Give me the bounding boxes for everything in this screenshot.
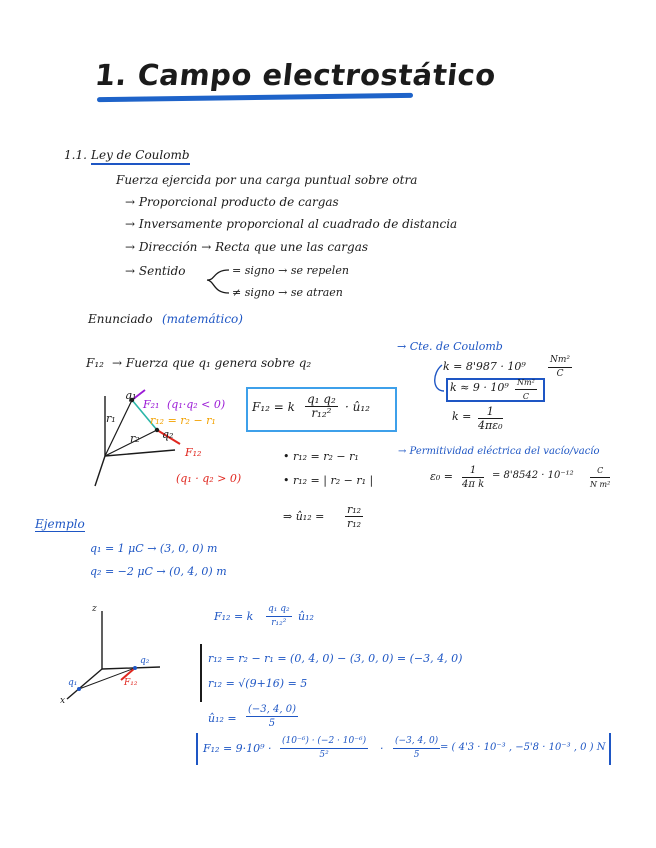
axis-z-label: z bbox=[92, 604, 97, 614]
k-approx-unit-den: C bbox=[522, 392, 529, 401]
final-lhs: F₁₂ = 9·10⁹ · bbox=[203, 742, 272, 755]
solution-formula-num: q₁ q₂ bbox=[266, 603, 292, 617]
permittivity-unit-den: N m² bbox=[590, 480, 611, 489]
sentido-same: = signo → se repelen bbox=[232, 264, 349, 277]
final-den-2: 5 bbox=[413, 750, 420, 760]
solution-bracket bbox=[200, 644, 202, 702]
example-label: Ejemplo bbox=[35, 517, 85, 531]
sentido-diff: ≠ signo → se atraen bbox=[232, 286, 343, 299]
solution-formula-den: r₁₂² bbox=[271, 618, 287, 628]
bullet-2: → Inversamente proporcional al cuadrado de distancia bbox=[125, 217, 458, 231]
bullet-1: → Proporcional producto de cargas bbox=[125, 195, 339, 209]
formula-num: q₁ q₂ bbox=[307, 392, 336, 406]
permittivity-num: 1 bbox=[462, 464, 484, 478]
diagram1-r2: r₂ bbox=[130, 432, 140, 445]
solution-r-modulus: r₁₂ = √(9+16) = 5 bbox=[208, 677, 308, 690]
unit-vector-lhs: ⇒ û₁₂ = bbox=[283, 510, 325, 523]
permittivity-den: 4π k bbox=[462, 479, 485, 490]
unit-vector-num: r₁₂ bbox=[347, 503, 362, 516]
sentido-brace bbox=[203, 267, 233, 295]
final-num-2: (−3, 4, 0) bbox=[393, 735, 440, 749]
k-exact-unit-num: Nm² bbox=[548, 354, 572, 368]
k-exact-unit-den: C bbox=[556, 369, 564, 379]
f12-definition: → Fuerza que q₁ genera sobre q₂ bbox=[112, 356, 312, 370]
solution-formula-lhs: F₁₂ = k bbox=[214, 610, 254, 623]
vector-relation-1: • r₁₂ = r₂ − r₁ bbox=[283, 450, 359, 463]
unit-vector-den: r₁₂ bbox=[347, 517, 362, 530]
solution-unit-den: 5 bbox=[268, 718, 276, 729]
f12-symbol: F₁₂ bbox=[86, 356, 104, 370]
solution-unit-lhs: û₁₂ = bbox=[208, 712, 237, 725]
permittivity-lhs: ε₀ = bbox=[430, 470, 454, 483]
example-diagram bbox=[65, 607, 175, 707]
diagram1-r12: r₁₂ = r₂ − r₁ bbox=[150, 414, 216, 427]
final-den-1: 5² bbox=[319, 750, 329, 760]
coulomb-constant-header: → Cte. de Coulomb bbox=[397, 340, 503, 353]
permittivity-unit-num: C bbox=[590, 464, 610, 478]
section-number: 1.1. bbox=[64, 148, 87, 162]
solution-unit-num: (−3, 4, 0) bbox=[248, 704, 296, 715]
k-approx-unit-num: Nm² bbox=[515, 376, 537, 390]
enunciado-label: Enunciado bbox=[88, 312, 153, 326]
axis-x-label: x bbox=[60, 696, 66, 706]
diagram1-r1: r₁ bbox=[106, 412, 116, 425]
final-result: = ( 4'3 · 10⁻³ , −5'8 · 10⁻³ , 0 ) N bbox=[440, 742, 606, 753]
bullet-4: → Sentido bbox=[125, 264, 186, 278]
section-title: Ley de Coulomb bbox=[91, 148, 190, 165]
formula-rhs: · û₁₂ bbox=[345, 400, 370, 414]
page-title: 1. Campo electrostático bbox=[93, 58, 498, 92]
enunciado-note: (matemático) bbox=[162, 312, 243, 326]
diagram1-f12: F₁₂ bbox=[185, 446, 202, 459]
diagram2-q1: q₁ bbox=[68, 678, 78, 688]
title-underline bbox=[97, 93, 413, 102]
diagram2-q2: q₂ bbox=[140, 656, 150, 666]
diagram2-f12: F₁₂ bbox=[124, 678, 138, 688]
vector-relation-2: • r₁₂ = | r₂ − r₁ | bbox=[283, 474, 374, 487]
final-dot: · bbox=[380, 742, 384, 755]
k-definition-lhs: k = bbox=[452, 410, 472, 423]
k-exact: k = 8'987 · 10⁹ bbox=[443, 360, 526, 373]
permittivity-value: = 8'8542 · 10⁻¹² bbox=[492, 470, 574, 481]
example-q2: q₂ = −2 μC → (0, 4, 0) m bbox=[90, 565, 227, 578]
example-q1: q₁ = 1 μC → (3, 0, 0) m bbox=[90, 542, 218, 555]
bullet-3: → Dirección → Recta que une las cargas bbox=[125, 240, 368, 254]
k-approx: k ≈ 9 · 10⁹ bbox=[450, 381, 509, 394]
solution-formula-rhs: û₁₂ bbox=[298, 610, 314, 623]
intro-text: Fuerza ejercida por una carga puntual sobre otra bbox=[116, 173, 418, 187]
formula-lhs: F₁₂ = k bbox=[252, 400, 295, 414]
formula-den: r₁₂² bbox=[311, 406, 332, 420]
diagram1-q2: q₂ bbox=[162, 428, 174, 441]
diagram1-f21: F₂₁ bbox=[143, 398, 160, 411]
diagram1-f12-note: (q₁ · q₂ > 0) bbox=[176, 472, 242, 485]
permittivity-header: → Permitividad eléctrica del vacío/vacío bbox=[398, 446, 600, 457]
solution-r-vector: r₁₂ = r₂ − r₁ = (0, 4, 0) − (3, 0, 0) = (−3, 4, 0) bbox=[208, 652, 463, 665]
k-approx-arrow bbox=[430, 363, 450, 403]
k-definition-den: 4πε₀ bbox=[478, 419, 503, 432]
diagram1-f21-note: (q₁·q₂ < 0) bbox=[167, 398, 226, 411]
k-definition-num: 1 bbox=[478, 405, 503, 419]
diagram1-q1: q₁ bbox=[125, 389, 137, 402]
final-num-1: (10⁻⁶) · (−2 · 10⁻⁶) bbox=[280, 735, 368, 749]
